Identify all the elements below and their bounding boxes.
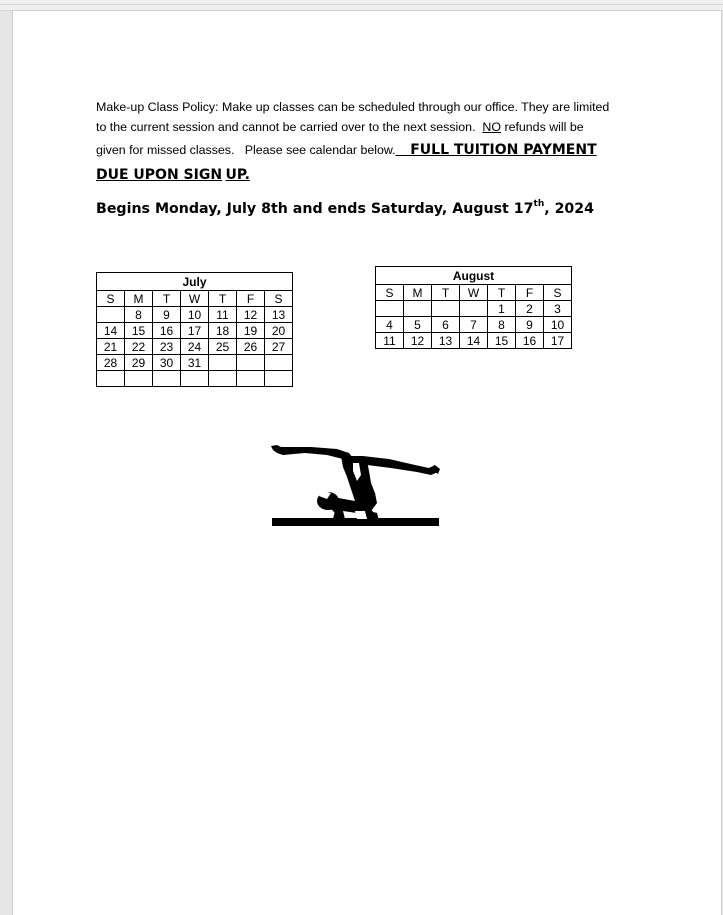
full-tuition-notice: FULL TUITION PAYMENT [395,142,597,158]
gymnast-on-balance-beam-icon [271,441,441,531]
calendar-month-title: July [97,273,293,291]
day-cell: 7 [460,317,488,333]
due-upon-sign-notice: DUE UPON SIGN [96,167,223,183]
day-cell: 10 [544,317,572,333]
day-cell [97,371,125,387]
weekday-cell: T [153,291,181,307]
calendar-week-row [97,323,293,339]
weekday-cell: T [209,291,237,307]
day-cell: 27 [265,339,293,355]
day-cell: 16 [153,323,181,339]
day-cell: 16 [516,333,544,349]
policy-line-2: to the current session and cannot be carried over to the next session. NO refunds will be [96,120,584,134]
day-cell: 13 [265,307,293,323]
day-cell: 8 [488,317,516,333]
day-cell: 9 [516,317,544,333]
weekday-cell: M [404,285,432,301]
day-cell: 15 [488,333,516,349]
day-cell: 25 [209,339,237,355]
window-top-edge [0,0,723,11]
weekday-cell: S [97,291,125,307]
day-cell: 30 [153,355,181,371]
day-cell: 4 [376,317,404,333]
day-cell: 9 [153,307,181,323]
day-cell [265,371,293,387]
calendar-weekday-header [97,291,293,307]
day-cell: 10 [181,307,209,323]
day-cell: 15 [125,323,153,339]
weekday-cell: W [460,285,488,301]
calendar-month-title: August [376,267,572,285]
weekday-cell: W [181,291,209,307]
calendar-week-row [97,339,293,355]
day-cell: 19 [237,323,265,339]
calendar-week-row [97,307,293,323]
day-cell: 2 [516,301,544,317]
day-cell: 20 [265,323,293,339]
policy-paragraph [96,97,641,187]
day-cell [97,307,125,323]
day-cell [404,301,432,317]
calendar-august [375,266,572,349]
day-cell: 13 [432,333,460,349]
day-cell: 3 [544,301,572,317]
session-dates-heading: Begins Monday, July 8th and ends Saturday, August 17th, 2024 [96,199,595,217]
day-cell [376,301,404,317]
day-cell: 12 [237,307,265,323]
calendar-week-row [376,317,572,333]
calendar-week-row [97,355,293,371]
calendar-week-row [97,371,293,387]
day-cell: 14 [460,333,488,349]
weekday-cell: S [544,285,572,301]
up-notice: UP. [225,167,250,183]
day-cell: 18 [209,323,237,339]
day-cell [209,355,237,371]
day-cell: 17 [181,323,209,339]
day-cell [181,371,209,387]
day-cell: 5 [404,317,432,333]
day-cell [125,371,153,387]
day-cell [265,355,293,371]
day-cell: 28 [97,355,125,371]
day-cell: 17 [544,333,572,349]
day-cell [209,371,237,387]
weekday-cell: M [125,291,153,307]
day-cell [432,301,460,317]
calendar-july [96,272,293,387]
day-cell: 31 [181,355,209,371]
day-cell: 14 [97,323,125,339]
weekday-cell: T [488,285,516,301]
day-cell: 6 [432,317,460,333]
calendar-week-row [376,333,572,349]
weekday-cell: F [237,291,265,307]
day-cell [237,355,265,371]
day-cell: 21 [97,339,125,355]
day-cell: 11 [376,333,404,349]
day-cell: 22 [125,339,153,355]
weekday-cell: S [265,291,293,307]
day-cell: 24 [181,339,209,355]
day-cell: 12 [404,333,432,349]
policy-line-4 [96,163,641,187]
weekday-cell: T [432,285,460,301]
policy-line-1: Make-up Class Policy: Make up classes can be scheduled through our office. They are limited [96,100,610,114]
day-cell: 23 [153,339,181,355]
day-cell [460,301,488,317]
policy-line-3: given for missed classes. Please see calendar below. FULL TUITION PAYMENT [96,142,597,158]
day-cell: 26 [237,339,265,355]
calendar-weekday-header [376,285,572,301]
day-cell [153,371,181,387]
day-cell: 8 [125,307,153,323]
day-cell: 11 [209,307,237,323]
weekday-cell: F [516,285,544,301]
document-page [12,11,722,915]
weekday-cell: S [376,285,404,301]
day-cell: 1 [488,301,516,317]
day-cell [237,371,265,387]
calendar-week-row [376,301,572,317]
day-cell: 29 [125,355,153,371]
no-refunds-word: NO [482,120,501,134]
